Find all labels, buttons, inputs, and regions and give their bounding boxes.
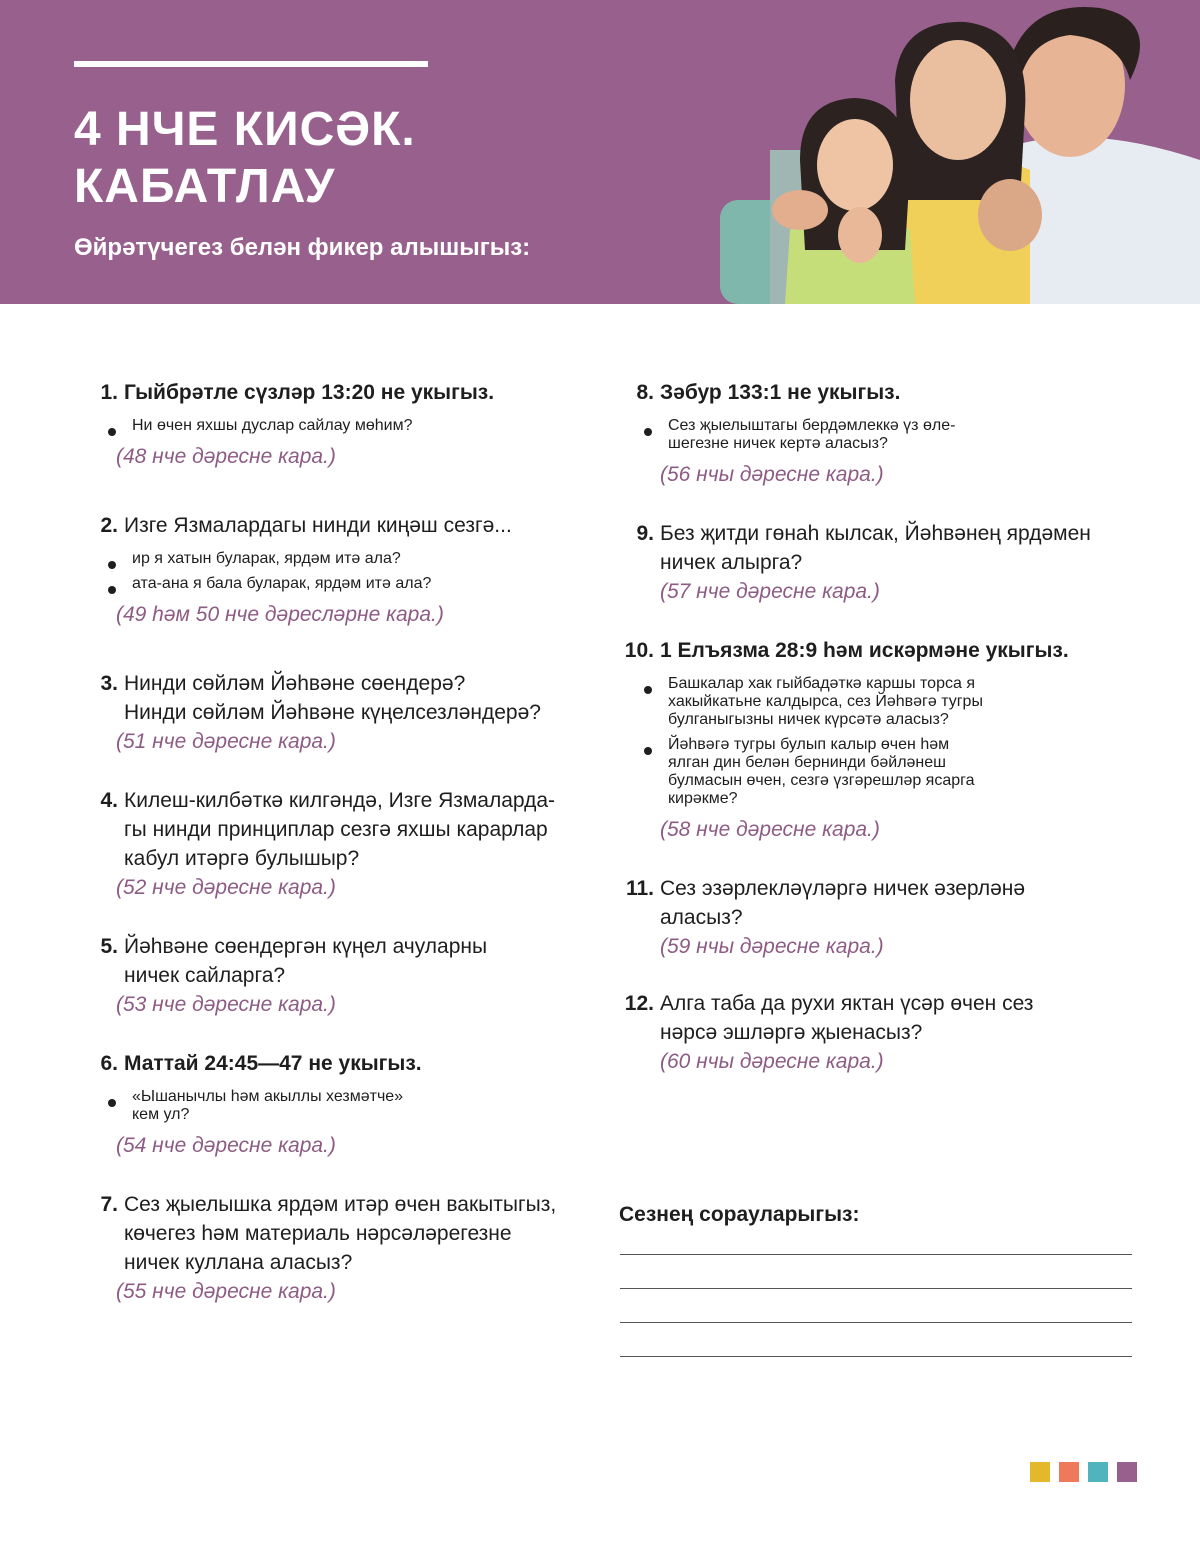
page-title	[74, 101, 416, 215]
header-rule	[74, 61, 428, 67]
question-text: 1 Елъязма 28:9 һәм искәрмәне укыгыз.	[660, 639, 1069, 662]
question-text: Изге Язмалардагы нинди киңәш сезгә...	[124, 514, 512, 537]
question-text: Без җитди гөнаһ кылсак, Йәһвәнең ярдәмен ничек алырга?	[660, 522, 1091, 574]
lesson-reference: (55 нче дәресне кара.)	[116, 1280, 336, 1303]
title-line-2: КАБАТЛАУ	[74, 160, 336, 213]
bullet-list	[644, 417, 1154, 453]
question-7	[78, 1190, 598, 1277]
lesson-reference: (57 нче дәресне кара.)	[660, 580, 880, 603]
question-text: Йәһвәне сөендергән күңел ачуларны ничек сайларга?	[124, 935, 488, 987]
question-9	[614, 519, 1154, 577]
lesson-reference: (48 нче дәресне кара.)	[116, 445, 336, 468]
lesson-reference: (60 нчы дәресне кара.)	[660, 1050, 884, 1073]
question-3	[78, 669, 598, 727]
bullet-item: Сез җыелыштагы бердәмлеккә үз өле- шегезне ничек кертә аласыз?	[644, 417, 1154, 453]
questions-left-column	[78, 378, 598, 1306]
lesson-reference: (54 нче дәресне кара.)	[116, 1134, 336, 1157]
question-10	[614, 636, 1154, 665]
bullet-item: ир я хатын буларак, ярдәм итә ала?	[108, 550, 598, 568]
question-8	[614, 378, 1154, 407]
lesson-reference: (52 нче дәресне кара.)	[116, 876, 336, 899]
question-text: Маттай 24:45—47 не укыгыз.	[124, 1052, 422, 1075]
answer-line[interactable]	[620, 1356, 1132, 1357]
question-text: Алга таба да рухи яктан үсәр өчен сез нәрсә эшләргә җыенасыз?	[660, 992, 1034, 1044]
lesson-reference: (58 нче дәресне кара.)	[660, 818, 880, 841]
header-banner	[0, 0, 1200, 304]
question-number: 6.	[100, 1052, 118, 1075]
lesson-reference: (59 нчы дәресне кара.)	[660, 935, 884, 958]
question-6	[78, 1049, 598, 1078]
question-number: 8.	[636, 381, 654, 404]
bullet-item: «Ышанычлы һәм акыллы хезмәтче» кем ул?	[108, 1088, 598, 1124]
question-12	[614, 989, 1154, 1047]
question-5	[78, 932, 598, 990]
questions-right-column	[614, 378, 1154, 1076]
question-number: 10.	[624, 639, 654, 662]
answer-line[interactable]	[620, 1288, 1132, 1289]
question-text: Зәбур 133:1 не укыгыз.	[660, 381, 901, 404]
question-number: 1.	[100, 381, 118, 404]
page-subtitle: Өйрәтүчегез белән фикер алышыгыз:	[74, 234, 531, 261]
swatch-purple	[1117, 1462, 1137, 1482]
bullet-item: Ни өчен яхшы дуслар сайлау мөһим?	[108, 417, 598, 435]
answer-line[interactable]	[620, 1322, 1132, 1323]
question-number: 7.	[100, 1193, 118, 1216]
question-text: Гыйбрәтле сүзләр 13:20 не укыгыз.	[124, 381, 495, 404]
bullet-item: Башкалар хак гыйбадәткә каршы торса я хакыйкатьне калдырса, сез Йәһвәгә тугры булганыгызны ничек күрсәтә аласыз?	[644, 675, 1154, 729]
question-2	[78, 511, 598, 540]
answer-line[interactable]	[620, 1254, 1132, 1255]
color-swatches	[1030, 1462, 1137, 1482]
title-line-1: 4 НЧЕ КИСӘК.	[74, 103, 416, 156]
question-text: Сез җыелышка ярдәм итәр өчен вакытыгыз, көчегез һәм материаль нәрсәләрегезне ничек куллана аласыз?	[124, 1193, 557, 1274]
bullet-list	[108, 1088, 598, 1124]
swatch-teal	[1088, 1462, 1108, 1482]
question-number: 2.	[100, 514, 118, 537]
question-4	[78, 786, 598, 873]
question-text: Килеш-килбәткә килгәндә, Изге Язмаларда- гы нинди принциплар сезгә яхшы карарлар кабул итәргә булышыр?	[124, 789, 556, 870]
question-number: 4.	[100, 789, 118, 812]
lesson-reference: (56 нчы дәресне кара.)	[660, 463, 884, 486]
bullet-list	[108, 417, 598, 435]
question-text: Нинди сөйләм Йәһвәне сөендерә? Нинди сөйләм Йәһвәне күңелсезләндерә?	[124, 672, 541, 724]
lesson-reference: (49 һәм 50 нче дәресләрне кара.)	[116, 603, 444, 626]
question-number: 3.	[100, 672, 118, 695]
question-number: 5.	[100, 935, 118, 958]
your-questions-label: Сезнең сорауларыгыз:	[619, 1203, 860, 1226]
question-11	[614, 874, 1154, 932]
question-text: Сез эзәрлекләүләргә ничек әзерләнә аласыз?	[660, 877, 1026, 929]
question-1	[78, 378, 598, 407]
swatch-yellow	[1030, 1462, 1050, 1482]
bullet-item: ата-ана я бала буларак, ярдәм итә ала?	[108, 575, 598, 593]
swatch-coral	[1059, 1462, 1079, 1482]
bullet-list	[108, 550, 598, 593]
question-number: 11.	[625, 877, 654, 900]
family-praying-illustration	[700, 0, 1200, 304]
bullet-item: Йәһвәгә тугры булып калыр өчен һәм ялган дин белән бернинди бәйләнеш булмасын өчен, сезгә үзгәрешләр ясарга кирәкме?	[644, 736, 1154, 808]
lesson-reference: (53 нче дәресне кара.)	[116, 993, 336, 1016]
question-number: 12.	[624, 992, 654, 1015]
question-number: 9.	[636, 522, 654, 545]
lesson-reference: (51 нче дәресне кара.)	[116, 730, 336, 753]
bullet-list	[644, 675, 1154, 808]
